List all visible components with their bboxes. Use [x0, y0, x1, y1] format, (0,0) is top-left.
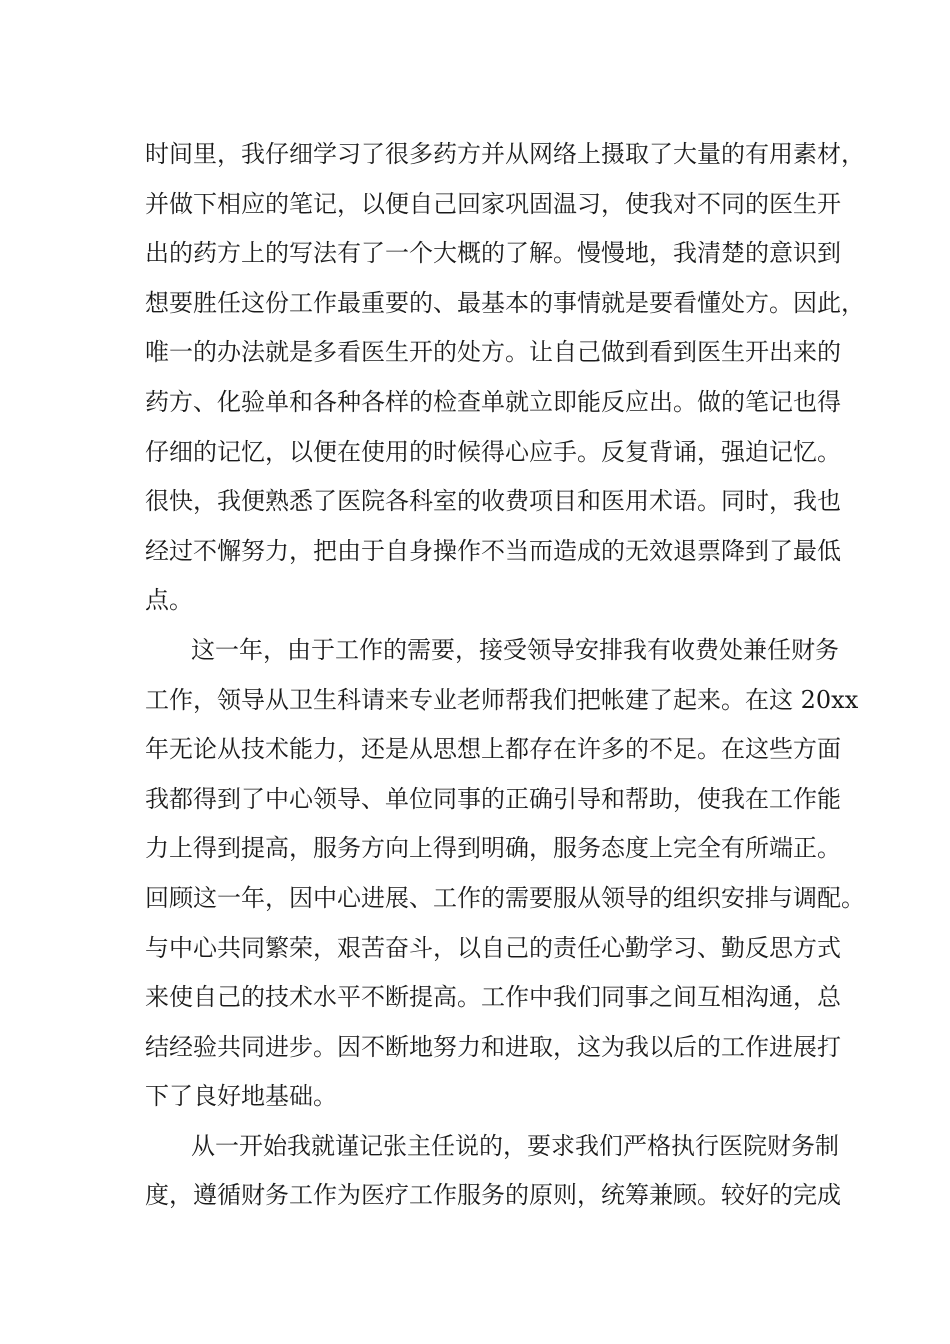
- text-line: 年无论从技术能力，还是从思想上都存在许多的不足。在这些方面: [145, 735, 841, 764]
- text-line: 药方、化验单和各种各样的检查单就立即能反应出。做的笔记也得: [145, 387, 841, 416]
- text-line: 这一年，由于工作的需要，接受领导安排我有收费处兼任财务: [191, 635, 839, 664]
- paragraph-2: [145, 626, 865, 1122]
- text-line: 唯一的办法就是多看医生开的处方。让自己做到看到医生开出来的: [145, 338, 841, 367]
- text-line: 仔细的记忆，以便在使用的时候得心应手。反复背诵，强迫记忆。: [145, 437, 841, 466]
- text-line: 我都得到了中心领导、单位同事的正确引导和帮助，使我在工作能: [145, 784, 841, 813]
- paragraph-3: [145, 1122, 841, 1221]
- text-line: 度，遵循财务工作为医疗工作服务的原则，统筹兼顾。较好的完成: [145, 1181, 841, 1210]
- text-line: 工作，领导从卫生科请来专业老师帮我们把帐建了起来。在这 20xx: [145, 685, 859, 714]
- text-line: 下了良好地基础。: [145, 1082, 337, 1111]
- text-line: 与中心共同繁荣，艰苦奋斗，以自己的责任心勤学习、勤反思方式: [145, 933, 841, 962]
- text-line: 并做下相应的笔记，以便自己回家巩固温习，使我对不同的医生开: [145, 189, 841, 218]
- text-line: 出的药方上的写法有了一个大概的了解。慢慢地，我清楚的意识到: [145, 239, 841, 268]
- text-line: 来使自己的技术水平不断提高。工作中我们同事之间互相沟通，总: [145, 983, 841, 1012]
- text-line: 从一开始我就谨记张主任说的，要求我们严格执行医院财务制: [191, 1131, 839, 1160]
- text-line: 点。: [145, 586, 193, 615]
- text-line: 回顾这一年，因中心进展、工作的需要服从领导的组织安排与调配。: [145, 883, 865, 912]
- text-line: 时间里，我仔细学习了很多药方并从网络上摄取了大量的有用素材，: [145, 140, 865, 168]
- text-line: 经过不懈努力，把由于自身操作不当而造成的无效退票降到了最低: [145, 536, 841, 565]
- paragraph-1: [145, 130, 865, 626]
- text-line: 很快，我便熟悉了医院各科室的收费项目和医用术语。同时，我也: [145, 487, 841, 516]
- text-line: 力上得到提高，服务方向上得到明确，服务态度上完全有所端正。: [145, 834, 841, 863]
- text-line: 结经验共同进步。因不断地努力和进取，这为我以后的工作进展打: [145, 1032, 841, 1061]
- document-body: [145, 130, 865, 1221]
- text-line: 想要胜任这份工作最重要的、最基本的事情就是要看懂处方。因此，: [145, 288, 865, 317]
